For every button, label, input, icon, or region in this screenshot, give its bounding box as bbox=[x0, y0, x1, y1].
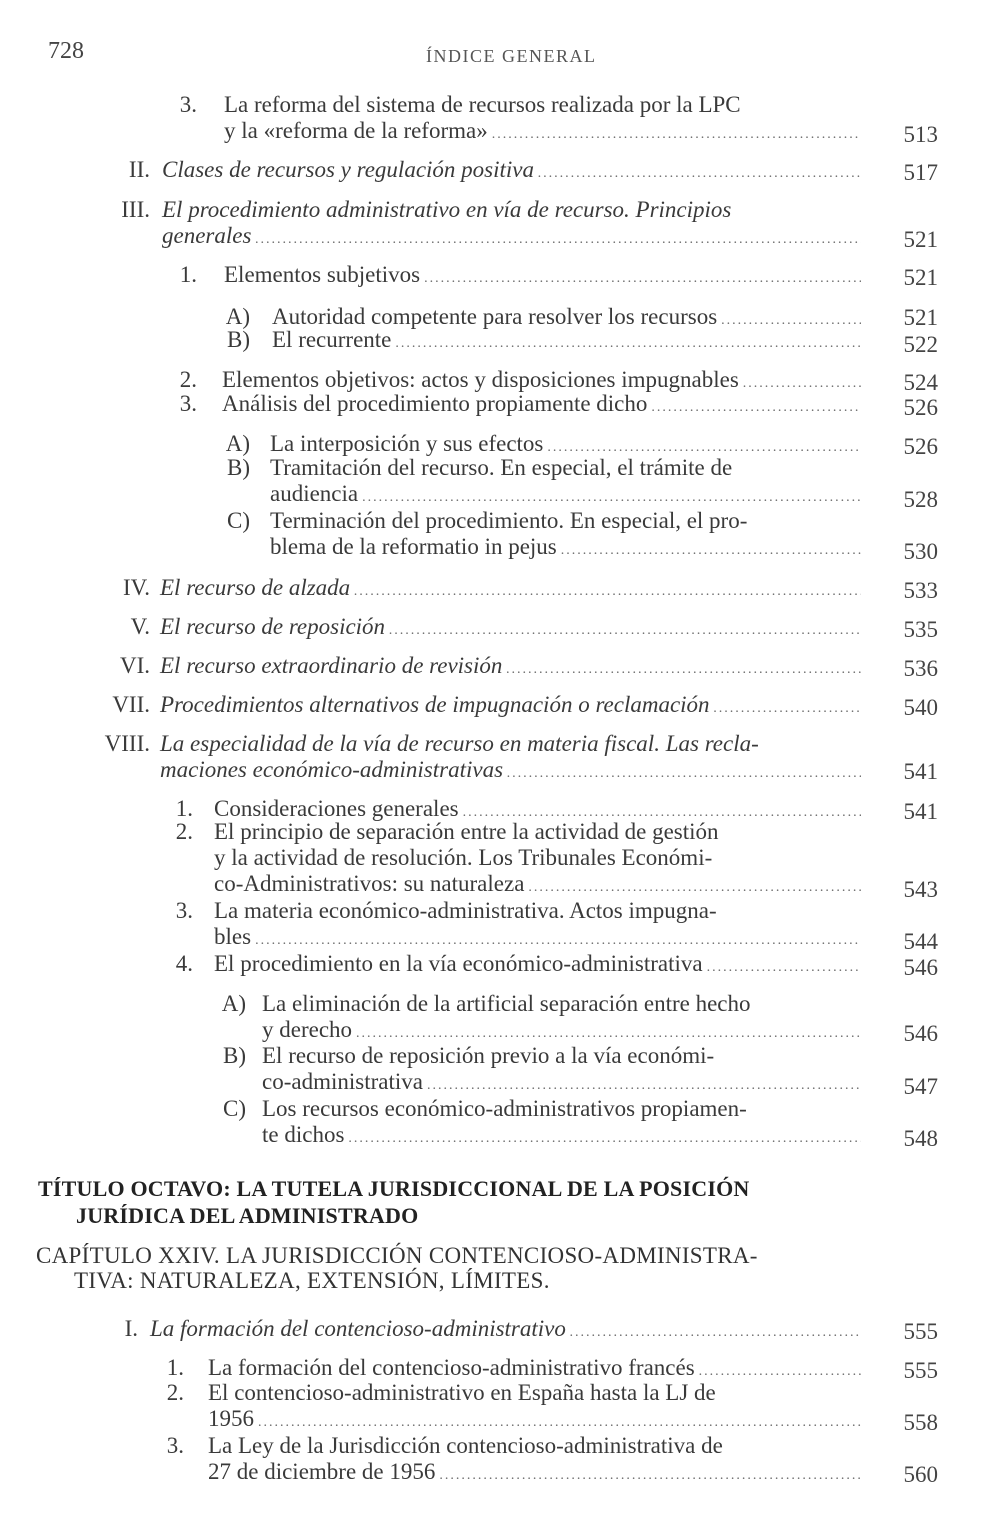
toc-entry-title bbox=[160, 575, 865, 605]
toc-entry-line: Análisis del procedimiento propiamente dicho bbox=[222, 391, 648, 416]
toc-entry-number: 2. bbox=[179, 367, 197, 392]
toc-entry-line: Autoridad competente para resolver los recursos bbox=[272, 304, 718, 329]
capitulo-line-2: TIVA: NATURALEZA, EXTENSIÓN, LÍMITES. bbox=[74, 1268, 550, 1293]
toc-entry-line: y la «reforma de la reforma» bbox=[224, 118, 488, 143]
toc-entry-line: El procedimiento en la vía económico-administrativa bbox=[214, 951, 703, 976]
leader-dots bbox=[389, 618, 861, 644]
toc-entry-line: Tramitación del recurso. En especial, el trámite de bbox=[270, 455, 733, 480]
toc-entry-page: 541 bbox=[903, 799, 938, 824]
toc-entry-number: IV. bbox=[122, 575, 150, 600]
toc-entry-line: Elementos objetivos: actos y disposiciones impugnables bbox=[222, 367, 739, 392]
toc-entry-page: 546 bbox=[903, 1021, 938, 1046]
toc-entry-number: 2. bbox=[166, 1380, 184, 1405]
toc-entry-title bbox=[160, 692, 865, 722]
toc-entry-page: 540 bbox=[903, 695, 938, 720]
toc-entry-line: El principio de separación entre la actividad de gestión bbox=[214, 819, 719, 844]
toc-entry-number: 3. bbox=[175, 898, 193, 923]
toc-entry-page: 526 bbox=[903, 434, 938, 459]
toc-entry-line: bles bbox=[214, 924, 252, 949]
toc-entry-line: La formación del contencioso-administrativo bbox=[150, 1316, 566, 1341]
toc-entry-title bbox=[262, 1096, 865, 1152]
leader-dots bbox=[707, 955, 861, 981]
leader-dots bbox=[424, 266, 861, 292]
toc-entry-line: El contencioso-administrativo en España hasta la LJ de bbox=[208, 1380, 716, 1405]
leader-dots bbox=[395, 331, 861, 357]
toc-entry-line: Terminación del procedimiento. En especial, el pro- bbox=[270, 508, 748, 533]
leader-dots bbox=[348, 1126, 861, 1152]
toc-entry-line: Clases de recursos y regulación positiva bbox=[162, 157, 534, 182]
toc-entry-line: Los recursos económico-administrativos propiamen- bbox=[262, 1096, 747, 1121]
toc-entry-line: 27 de diciembre de 1956 bbox=[208, 1459, 436, 1484]
toc-entry-number: 1. bbox=[175, 796, 193, 821]
toc-entry-number: B) bbox=[223, 1043, 246, 1068]
toc-entry-title bbox=[262, 1043, 865, 1099]
toc-entry-page: 546 bbox=[903, 955, 938, 980]
toc-entry-number: B) bbox=[227, 327, 250, 352]
toc-entry-title bbox=[162, 157, 865, 187]
leader-dots bbox=[255, 227, 861, 253]
toc-entry-line: co-Administrativos: su naturaleza bbox=[214, 871, 525, 896]
toc-entry-line: El recurso de reposición previo a la vía económi- bbox=[262, 1043, 715, 1068]
toc-entry-page: 526 bbox=[903, 395, 938, 420]
toc-entry-title bbox=[208, 1433, 865, 1489]
toc-entry-line: La materia económico-administrativa. Actos impugna- bbox=[214, 898, 717, 923]
toc-entry-page: 524 bbox=[903, 370, 938, 395]
toc-entry-page: 560 bbox=[903, 1462, 938, 1487]
toc-entry-number: 3. bbox=[179, 391, 197, 416]
toc-entry-number: 4. bbox=[175, 951, 193, 976]
toc-entry-page: 543 bbox=[903, 877, 938, 902]
toc-entry-title bbox=[160, 653, 865, 683]
toc-entry-page: 541 bbox=[903, 759, 938, 784]
running-head: ÍNDICE GENERAL bbox=[426, 46, 597, 66]
toc-entry-line: y derecho bbox=[262, 1017, 353, 1042]
toc-entry-number: VII. bbox=[112, 692, 150, 717]
leader-dots bbox=[506, 657, 861, 683]
capitulo-heading bbox=[36, 1243, 758, 1293]
toc-entry-title bbox=[224, 262, 865, 292]
toc-entry-line: El recurso de alzada bbox=[160, 575, 351, 600]
toc-entry-title bbox=[222, 391, 865, 421]
toc-entry-title bbox=[272, 327, 865, 357]
toc-entry-title bbox=[160, 614, 865, 644]
toc-entry-line: El recurso de reposición bbox=[160, 614, 386, 639]
toc-entry-line: La interposición y sus efectos bbox=[270, 431, 544, 456]
leader-dots bbox=[561, 538, 861, 564]
toc-entry-line: te dichos bbox=[262, 1122, 345, 1147]
toc-entry-title bbox=[270, 455, 865, 511]
toc-entry-page: 533 bbox=[903, 578, 938, 603]
leader-dots bbox=[354, 579, 861, 605]
toc-entry-page: 521 bbox=[903, 227, 938, 252]
leader-dots bbox=[439, 1463, 861, 1489]
toc-entry-page: 528 bbox=[903, 487, 938, 512]
toc-entry-number: C) bbox=[227, 508, 250, 533]
toc-entry-number: A) bbox=[225, 304, 250, 329]
toc-entry-title bbox=[224, 92, 865, 148]
toc-entry-line: Procedimientos alternativos de impugnación o reclamación bbox=[160, 692, 710, 717]
toc-entry-page: 530 bbox=[903, 539, 938, 564]
toc-entry-number: 1. bbox=[179, 262, 197, 287]
toc-entry-page: 522 bbox=[903, 332, 938, 357]
toc-entry-page: 555 bbox=[903, 1319, 938, 1344]
toc-entry-line: co-administrativa bbox=[262, 1069, 423, 1094]
toc-entry-number: VIII. bbox=[104, 731, 150, 756]
toc-entry-line: La formación del contencioso-administrativo francés bbox=[208, 1355, 695, 1380]
toc-entry-number: V. bbox=[130, 614, 150, 639]
leader-dots bbox=[714, 696, 861, 722]
toc-entry-page: 547 bbox=[903, 1074, 938, 1099]
toc-entry-title bbox=[214, 898, 865, 954]
toc-entry-line: generales bbox=[162, 223, 252, 248]
toc-entry-title bbox=[262, 991, 865, 1047]
toc-entry-line: La reforma del sistema de recursos realizada por la LPC bbox=[224, 92, 741, 117]
leader-dots bbox=[492, 122, 861, 148]
toc-entry-number: B) bbox=[227, 455, 250, 480]
toc-entry-number: A) bbox=[225, 431, 250, 456]
toc-entry-number: 1. bbox=[166, 1355, 184, 1380]
toc-entry-page: 544 bbox=[903, 929, 938, 954]
toc-entry-page: 536 bbox=[903, 656, 938, 681]
toc-entry-number: 3. bbox=[179, 92, 197, 117]
toc-entry-number: II. bbox=[128, 157, 150, 182]
titulo-line-2: JURÍDICA DEL ADMINISTRADO bbox=[76, 1203, 419, 1228]
toc-entry-page: 555 bbox=[903, 1358, 938, 1383]
page-number: 728 bbox=[48, 38, 84, 64]
leader-dots bbox=[651, 395, 861, 421]
toc-entry-page: 558 bbox=[903, 1410, 938, 1435]
leader-dots bbox=[538, 161, 861, 187]
toc-entry-number: VI. bbox=[119, 653, 150, 678]
toc-entry-line: y la actividad de resolución. Los Tribunales Económi- bbox=[214, 845, 713, 870]
leader-dots bbox=[570, 1320, 861, 1346]
toc-entry-line: audiencia bbox=[270, 481, 359, 506]
toc-entry-page: 521 bbox=[903, 265, 938, 290]
titulo-octavo-heading bbox=[38, 1175, 749, 1229]
toc-entry-title bbox=[208, 1380, 865, 1436]
toc-entry-number: 2. bbox=[175, 819, 193, 844]
toc-entry-line: La especialidad de la vía de recurso en materia fiscal. Las recla- bbox=[160, 731, 759, 756]
toc-entry-page: 513 bbox=[903, 122, 938, 147]
toc-entry-page: 521 bbox=[903, 305, 938, 330]
toc-entry-title bbox=[270, 508, 865, 564]
toc-entry-title bbox=[214, 951, 865, 981]
toc-entry-page: 548 bbox=[903, 1126, 938, 1151]
titulo-line-1: TÍTULO OCTAVO: LA TUTELA JURISDICCIONAL DE LA POSICIÓN bbox=[38, 1176, 750, 1201]
toc-entry-title bbox=[160, 731, 865, 787]
toc-entry-number: C) bbox=[223, 1096, 246, 1121]
toc-entry-page: 517 bbox=[903, 160, 938, 185]
capitulo-line-1: CAPÍTULO XXIV. LA JURISDICCIÓN CONTENCIOSO-ADMINISTRA- bbox=[36, 1243, 758, 1268]
toc-entry-number: 3. bbox=[166, 1433, 184, 1458]
toc-entry-line: Elementos subjetivos bbox=[224, 262, 421, 287]
toc-entry-line: maciones económico-administrativas bbox=[160, 757, 504, 782]
toc-entry-line: 1956 bbox=[208, 1406, 254, 1431]
leader-dots bbox=[507, 761, 861, 787]
toc-entry-title bbox=[162, 197, 865, 253]
toc-entry-number: A) bbox=[221, 991, 246, 1016]
toc-entry-line: El recurrente bbox=[272, 327, 392, 352]
toc-entry-line: La Ley de la Jurisdicción contencioso-administrativa de bbox=[208, 1433, 723, 1458]
toc-entry-line: La eliminación de la artificial separación entre hecho bbox=[262, 991, 751, 1016]
toc-entry-title bbox=[150, 1316, 865, 1346]
toc-entry-number: III. bbox=[121, 197, 150, 222]
toc-entry-number: I. bbox=[124, 1316, 138, 1341]
toc-entry-line: El procedimiento administrativo en vía de recurso. Principios bbox=[162, 197, 732, 222]
toc-entry-line: El recurso extraordinario de revisión bbox=[160, 653, 503, 678]
toc-entry-line: Consideraciones generales bbox=[214, 796, 459, 821]
toc-entry-line: blema de la reformatio in pejus bbox=[270, 534, 557, 559]
toc-entry-title bbox=[214, 819, 865, 901]
toc-entry-page: 535 bbox=[903, 617, 938, 642]
